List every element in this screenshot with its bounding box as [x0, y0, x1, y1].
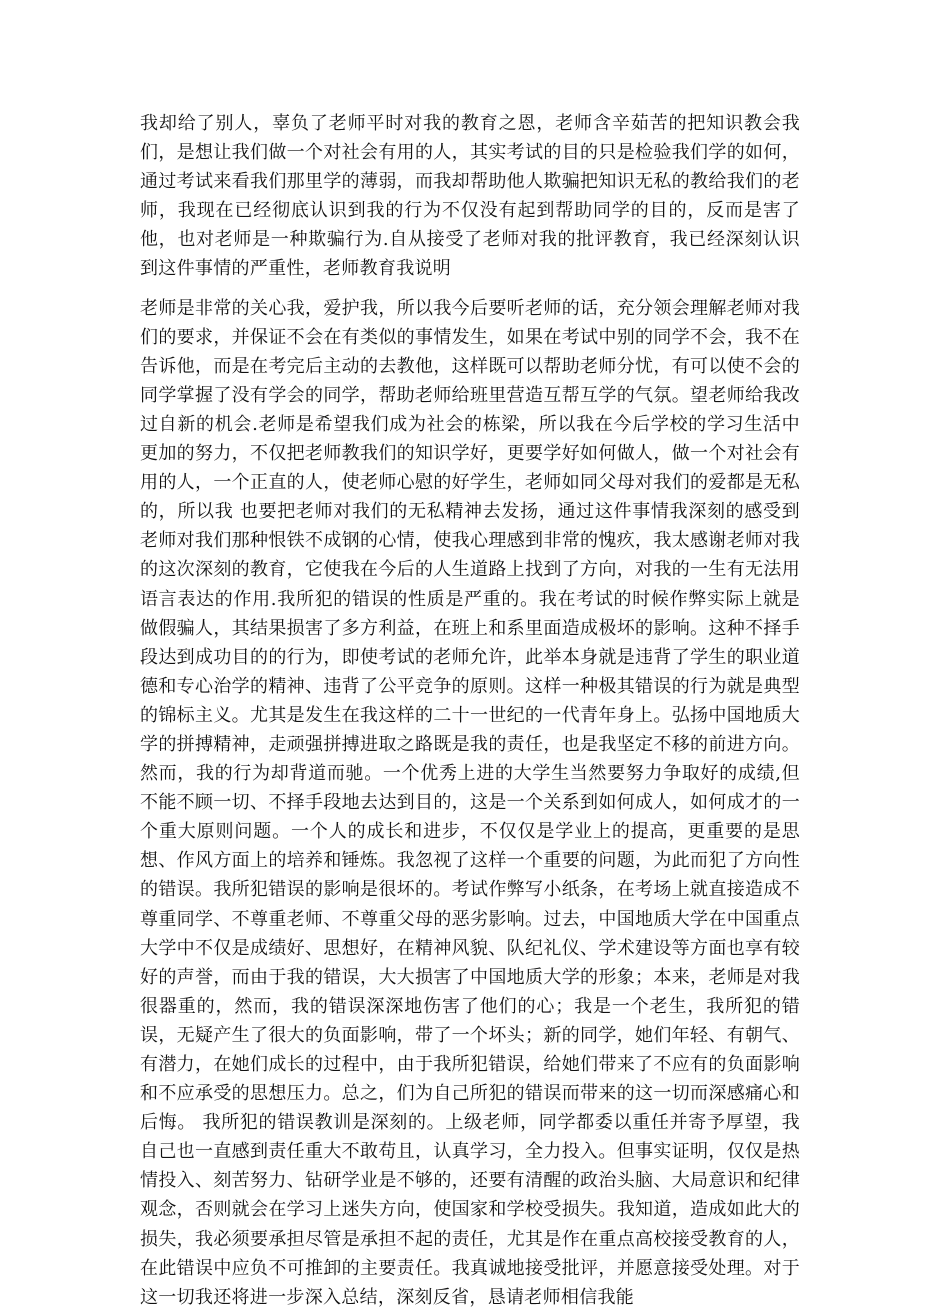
document-body — [140, 109, 800, 1312]
paragraph-1: 我却给了别人，辜负了老师平时对我的教育之恩，老师含辛茹苦的把知识教会我们，是想让我们做一个对社会有用的人，其实考试的目的只是检验我们学的如何，通过考试来看我们那里学的薄弱，而我却帮助他人欺骗把知识无私的教给我们的老师，我现在已经彻底认识到我的行为不仅没有起到帮助同学的目的，反而是害了他，也对老师是一种欺骗行为.自从接受了老师对我的批评教育，我已经深刻认识到这件事情的严重性，老师教育我说明 — [140, 113, 800, 280]
paragraph-2: 老师是非常的关心我，爱护我，所以我今后要听老师的话，充分领会理解老师对我们的要求，并保证不会在有类似的事情发生，如果在考试中别的同学不会，我不在 告诉他，而是在考完后主动的去教他，这样既可以帮助老师分忧，有可以使不会的同学掌握了没有学会的同学，帮助老师给班里营造互帮互学的气氛。望老师给我改过自新的机会.老师是希望我们成为社会的栋梁，所以我在今后学校的学习生活中更加的努力，不仅把老师教我们的知识学好，更要学好如何做人，做一个对社会有用的人，一个正直的人，使老师心慰的好学生，老师如同父母对我们的爱都是无私的，所以我 也要把老师对我们的无私精神去发扬，通过这件事情我深刻的感受到老师对我们那种恨铁不成钢的心情，使我心理感到非常的愧疚，我太感谢老师对我的这次深刻的教育，它使我在今后的人生道路上找到了方向，对我的一生有无法用语言表达的作用.我所犯的错误的性质是严重的。我在考试的时候作弊实际上就是做假骗人，其结果损害了多方利益，在班上和系里面造成极坏的影响。这种不择手段达到成功目的的行为，即使考试的老师允许，此举本身就是违背了学生的职业道德和专心治学的精神、违背了公平竞争的原则。这样一种极其错误的行为就是典型的锦标主义。尤其是发生在我这样的二十一世纪的一代青年身上。弘扬中国地质大学的拼搏精神，走顽强拼搏进取之路既是我的责任，也是我坚定不移的前进方向。然而，我的行为却背道而驰。一个优秀上进的大学生当然要努力争取好的成绩,但不能不顾一切、不择手段地去达到目的，这是一个关系到如何成人，如何成才的一个重大原则问题。一个人的成长和进步，不仅仅是学业上的提高，更重要的是思想、作风方面上的培养和锤炼。我忽视了这样一个重要的问题，为此而犯了方向性的错误。我所犯错误的影响是很坏的。考试作弊写小纸条，在考场上就直接造成不尊重同学、不尊重老师、不尊重父母的恶劣影响。过去，中国地质大学在中国重点大学中不仅是成绩好、思想好，在精神风貌、队纪礼仪、学术建设等方面也享有较好的声誉，而由于我的错误，大大损害了中国地质大学的形象；本来，老师是对我很器重的，然而，我的错误深深地伤害了他们的心；我是一个老生，我所犯的错误，无疑产生了很大的负面影响，带了一个坏头；新的同学，她们年轻、有朝气、有潜力，在她们成长的过程中，由于我所犯错误，给她们带来了不应有的负面影响和不应承受的思想压力。总之，们为自己所犯的错误而带来的这一切而深感痛心和后悔。 我所犯的错误教训是深刻的。上级老师，同学都委以重任并寄予厚望，我自己也一直感到责任重大不敢苟且，认真学习，全力投入。但事实证明，仅仅是热情投入、刻苦努力、钻研学业是不够的，还要有清醒的政治头脑、大局意识和纪律观念，否则就会在学习上迷失方向，使国家和学校受损失。我知道，造成如此大的损失，我必须要承担尽管是承担不起的责任，尤其是作在重点高校接受教育的人，在此错误中应负不可推卸的主要责任。我真诚地接受批评，并愿意接受处理。对于这一切我还将进一步深入总结，深刻反省，恳请老师相信我能 — [140, 297, 800, 1308]
